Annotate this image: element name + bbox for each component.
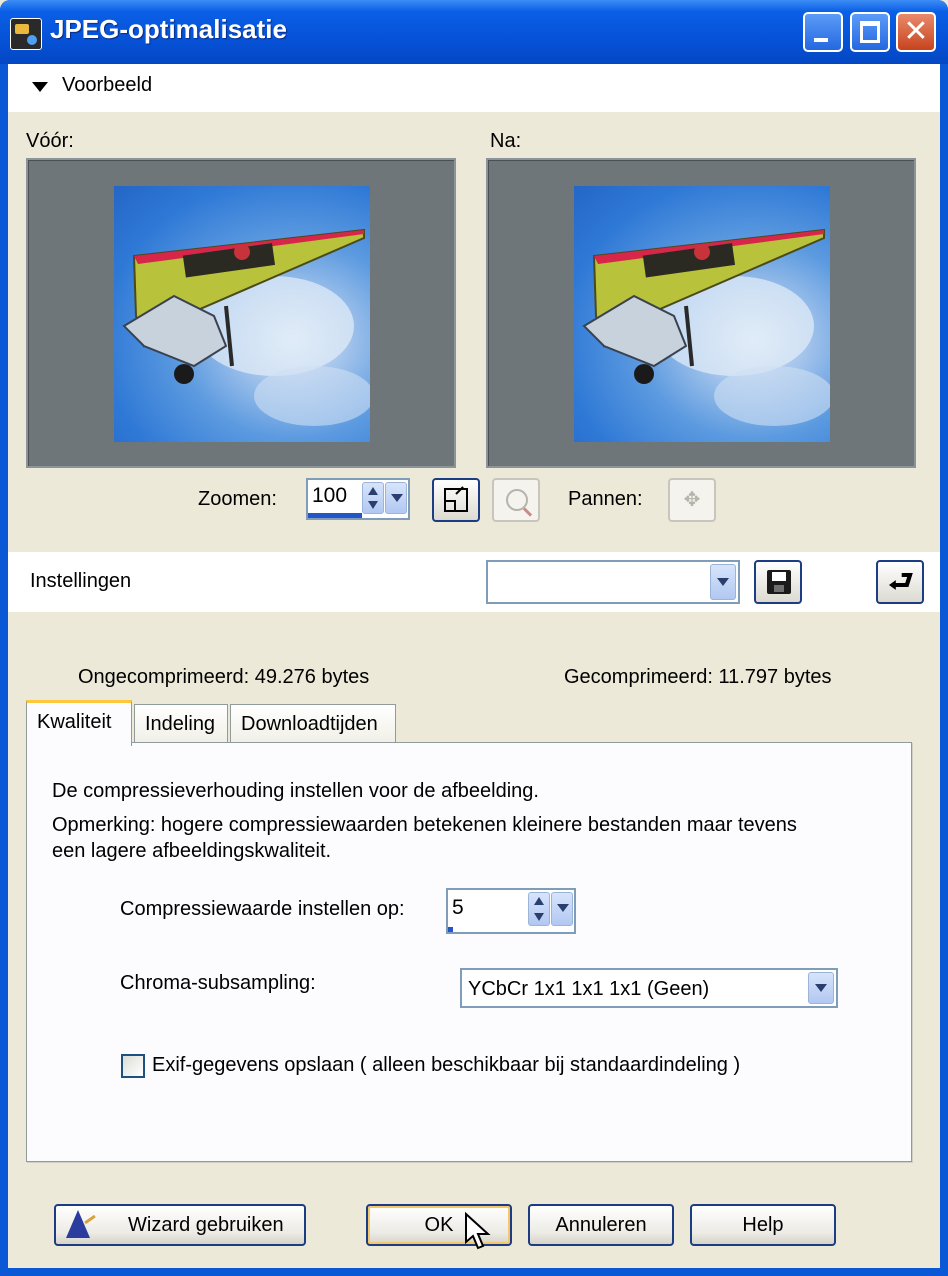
minimize-button[interactable]	[803, 12, 843, 52]
after-preview-image	[574, 186, 830, 442]
maximize-icon	[860, 21, 880, 43]
settings-preset-select[interactable]	[486, 560, 740, 604]
undo-arrow-icon: ⮐	[888, 566, 914, 597]
zoom-dropdown-button[interactable]	[385, 482, 407, 514]
chroma-label: Chroma-subsampling:	[120, 972, 316, 994]
mouse-cursor-icon	[464, 1212, 494, 1252]
compression-label: Compressiewaarde instellen op:	[120, 898, 405, 920]
before-preview[interactable]	[26, 158, 456, 468]
ok-button[interactable]: OK	[366, 1204, 512, 1246]
zoom-label: Zoomen:	[198, 488, 277, 510]
exif-checkbox[interactable]	[121, 1054, 145, 1078]
zoom-input[interactable]	[306, 478, 410, 520]
wizard-hat-icon	[64, 1210, 96, 1240]
tab-kwaliteit[interactable]: Kwaliteit	[26, 700, 132, 746]
help-button[interactable]: Help	[690, 1204, 836, 1246]
chroma-subsampling-select[interactable]	[460, 968, 838, 1008]
quality-note-line1: Opmerking: hogere compressiewaarden betekenen kleinere bestanden maar tevens	[52, 814, 797, 836]
close-icon: ✕	[903, 15, 929, 48]
before-label: Vóór:	[26, 130, 74, 152]
compressed-size: Gecomprimeerd: 11.797 bytes	[564, 666, 832, 688]
cancel-button[interactable]: Annuleren	[528, 1204, 674, 1246]
quality-tab-panel	[26, 742, 912, 1162]
preview-section-header[interactable]	[8, 64, 940, 112]
maximize-button[interactable]	[850, 12, 890, 52]
close-button[interactable]	[896, 12, 936, 52]
settings-label: Instellingen	[30, 570, 132, 592]
tab-indeling[interactable]: Indeling	[134, 704, 228, 744]
magnifier-icon	[506, 489, 528, 511]
compression-value: 5	[452, 896, 464, 919]
zoom-selection-bar	[308, 513, 362, 518]
window-title: JPEG-optimalisatie	[50, 14, 287, 44]
after-preview[interactable]	[486, 158, 916, 468]
chroma-dropdown-button[interactable]	[808, 972, 834, 1004]
save-settings-button[interactable]	[754, 560, 802, 604]
after-label: Na:	[490, 130, 522, 152]
compression-caret	[448, 927, 453, 932]
wizard-button[interactable]	[54, 1204, 306, 1246]
tab-downloadtijden[interactable]: Downloadtijden	[230, 704, 396, 744]
quality-note-line2: een lagere afbeeldingskwaliteit.	[52, 840, 332, 862]
app-icon	[10, 18, 42, 50]
fit-window-icon	[444, 488, 468, 512]
pan-button[interactable]	[668, 478, 716, 522]
floppy-disk-icon	[767, 570, 791, 594]
zoom-spin-button[interactable]	[362, 482, 384, 514]
pan-move-icon: ✥	[683, 489, 701, 511]
fit-to-window-button[interactable]	[432, 478, 480, 522]
reset-settings-button[interactable]	[876, 560, 924, 604]
quality-description: De compressieverhouding instellen voor de afbeelding.	[52, 780, 539, 802]
wizard-button-label: Wizard gebruiken	[128, 1214, 284, 1236]
settings-dropdown-button[interactable]	[710, 564, 736, 600]
compression-spin-button[interactable]	[528, 892, 550, 926]
compression-value-input[interactable]	[446, 888, 576, 934]
zoom-value: 100	[312, 484, 348, 507]
zoom-tool-button[interactable]	[492, 478, 540, 522]
compression-dropdown-button[interactable]	[551, 892, 573, 926]
pan-label: Pannen:	[568, 488, 643, 510]
preview-section-label: Voorbeeld	[62, 74, 153, 96]
title-bar[interactable]	[0, 0, 948, 64]
dialog-client-area	[8, 64, 940, 1268]
before-preview-image	[114, 186, 370, 442]
chroma-value: YCbCr 1x1 1x1 1x1 (Geen)	[468, 978, 710, 1000]
collapse-arrow-icon[interactable]	[32, 82, 48, 92]
minimize-icon	[814, 38, 828, 42]
exif-label[interactable]: Exif-gegevens opslaan ( alleen beschikbaar bij standaardindeling )	[152, 1054, 741, 1076]
uncompressed-size: Ongecomprimeerd: 49.276 bytes	[78, 666, 370, 688]
